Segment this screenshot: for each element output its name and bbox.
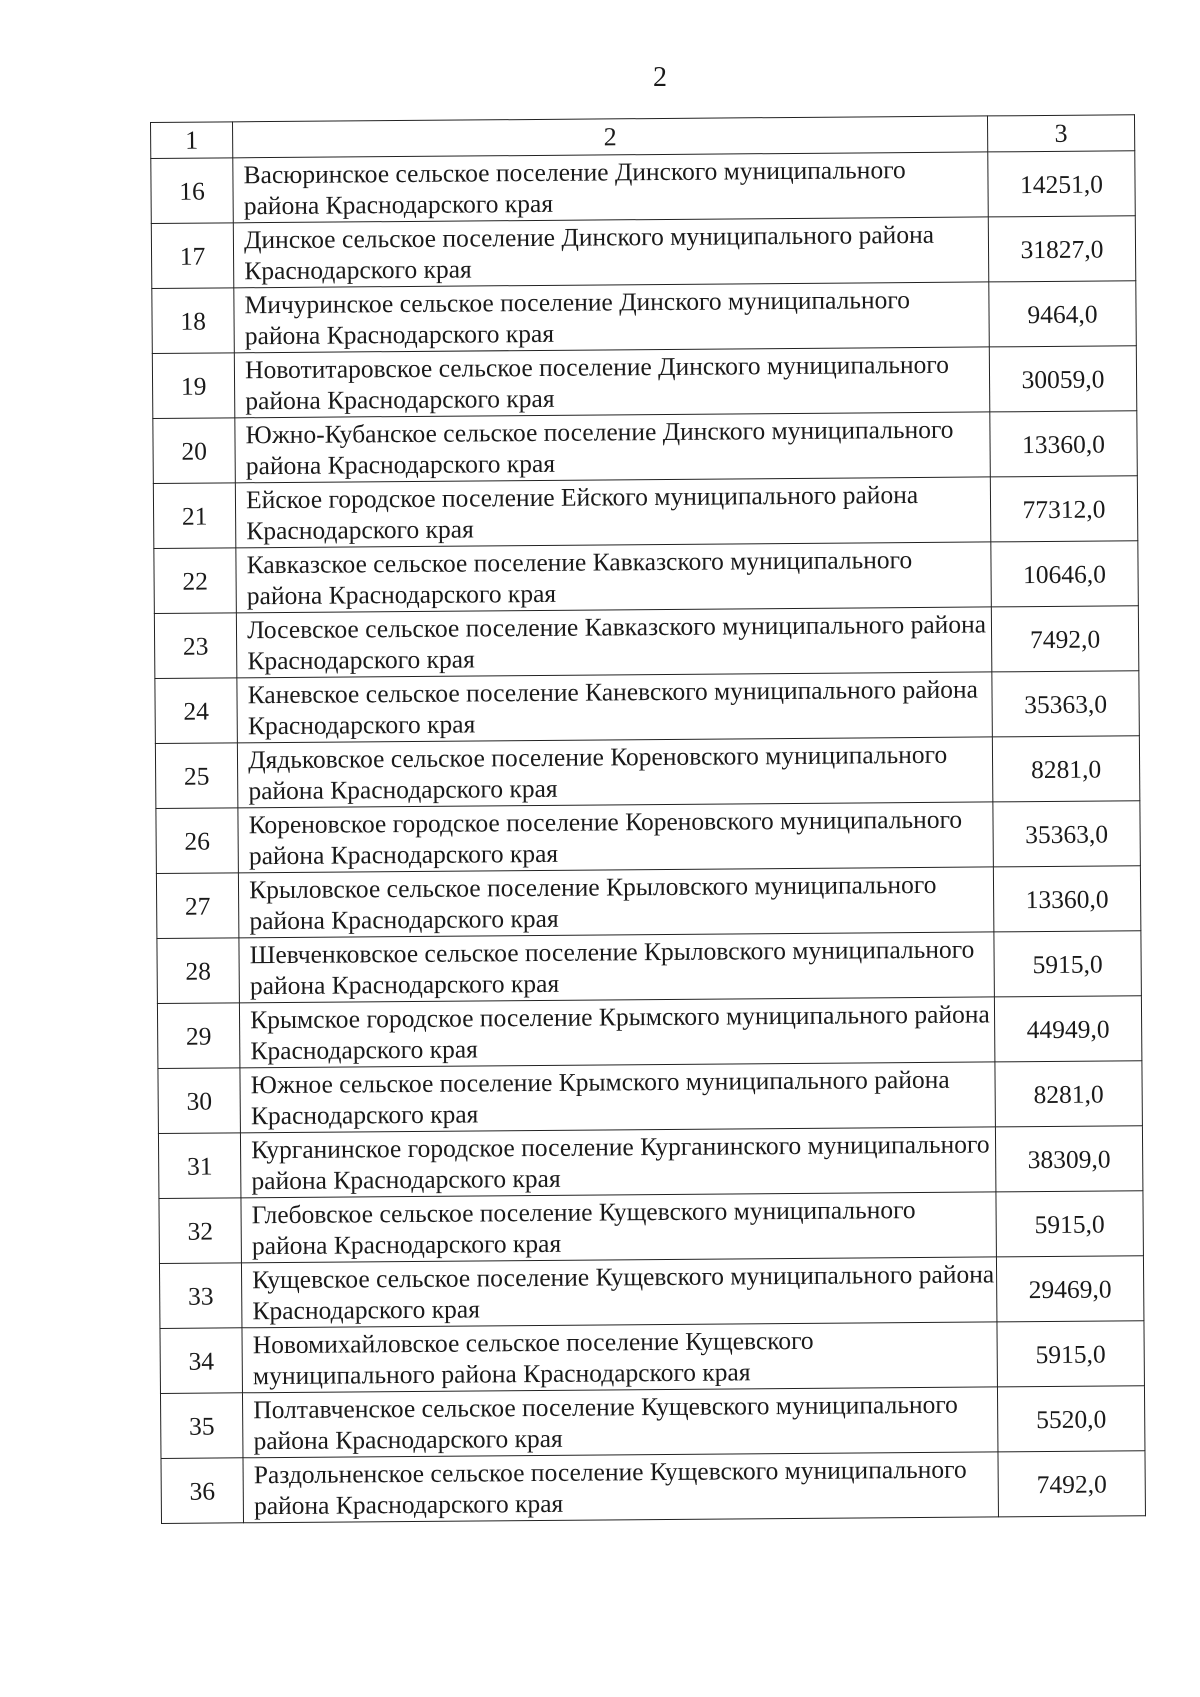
table-row	[157, 996, 1141, 1069]
row-number: 20	[153, 418, 236, 484]
table-row	[152, 281, 1136, 354]
amount-value: 5915,0	[996, 1191, 1144, 1257]
row-number: 17	[151, 223, 234, 289]
column-header-name: 2	[233, 116, 988, 158]
settlement-name: Южно-Кубанское сельское поселение Динского муниципального района Краснодарского края	[235, 412, 990, 483]
row-number: 31	[158, 1133, 241, 1199]
table-row	[157, 931, 1141, 1004]
row-number: 25	[155, 743, 238, 809]
settlement-name: Мичуринское сельское поселение Динского муниципального района Краснодарского края	[234, 282, 989, 353]
amount-value: 7492,0	[998, 1451, 1146, 1517]
settlement-name: Кущевское сельское поселение Кущевского муниципального района Краснодарского края	[242, 1257, 997, 1328]
row-number: 18	[152, 288, 235, 354]
settlement-name: Глебовское сельское поселение Кущевского муниципального района Краснодарского края	[241, 1192, 996, 1263]
amount-value: 10646,0	[991, 541, 1139, 607]
amount-value: 13360,0	[993, 866, 1141, 932]
row-number: 23	[154, 613, 237, 679]
settlement-name: Кавказское сельское поселение Кавказского муниципального района Краснодарского края	[236, 542, 991, 613]
row-number: 19	[152, 353, 235, 419]
row-number: 33	[159, 1263, 242, 1329]
amount-value: 5915,0	[997, 1321, 1145, 1387]
settlement-name: Шевченковское сельское поселение Крыловского муниципального района Краснодарского края	[239, 932, 994, 1003]
row-number: 16	[151, 158, 234, 224]
settlement-name: Раздольненское сельское поселение Кущевского муниципального района Краснодарского края	[243, 1452, 998, 1523]
amount-value: 35363,0	[992, 671, 1140, 737]
page-number: 2	[653, 62, 667, 93]
table-row	[151, 216, 1135, 289]
table-row	[155, 671, 1139, 744]
table-row	[158, 1126, 1142, 1199]
row-number: 27	[156, 873, 239, 939]
settlement-name: Ейское городское поселение Ейского муниципального района Краснодарского края	[235, 477, 990, 548]
amount-value: 9464,0	[989, 281, 1137, 347]
table-row	[159, 1256, 1143, 1329]
settlement-name: Южное сельское поселение Крымского муниципального района Краснодарского края	[240, 1062, 995, 1133]
row-number: 32	[159, 1198, 242, 1264]
row-number: 36	[161, 1458, 244, 1524]
settlement-name: Курганинское городское поселение Курганинского муниципального района Краснодарского края	[241, 1127, 996, 1198]
row-number: 29	[157, 1003, 240, 1069]
settlement-name: Полтавченское сельское поселение Кущевского муниципального района Краснодарского края	[243, 1387, 998, 1458]
table-row	[153, 411, 1137, 484]
table-row	[160, 1321, 1144, 1394]
settlement-name: Васюринское сельское поселение Динского муниципального района Краснодарского края	[233, 152, 988, 223]
table-row	[154, 606, 1138, 679]
amount-value: 5915,0	[994, 931, 1142, 997]
amount-value: 31827,0	[988, 216, 1136, 282]
row-number: 24	[155, 678, 238, 744]
row-number: 28	[157, 938, 240, 1004]
settlement-name: Дядьковское сельское поселение Кореновского муниципального района Краснодарского края	[238, 737, 993, 808]
row-number: 22	[154, 548, 237, 614]
table-row	[155, 736, 1139, 809]
settlement-name: Лосевское сельское поселение Кавказского муниципального района Краснодарского края	[236, 607, 991, 678]
amount-value: 77312,0	[990, 476, 1138, 542]
table-row	[160, 1386, 1144, 1459]
table-row	[156, 866, 1140, 939]
table-row	[159, 1191, 1143, 1264]
table-row	[154, 541, 1138, 614]
settlement-name: Новомихайловское сельское поселение Кущевского муниципального района Краснодарского края	[242, 1322, 997, 1393]
table-row	[161, 1451, 1145, 1524]
row-number: 35	[160, 1393, 243, 1459]
row-number: 34	[160, 1328, 243, 1394]
amount-value: 30059,0	[989, 346, 1137, 412]
settlement-name: Каневское сельское поселение Каневского муниципального района Краснодарского края	[237, 672, 992, 743]
amount-value: 14251,0	[988, 151, 1136, 217]
table-row	[156, 801, 1140, 874]
table-body	[151, 151, 1146, 1524]
column-header-number: 1	[151, 122, 233, 159]
table-row	[158, 1061, 1142, 1134]
table-row	[153, 476, 1137, 549]
column-header-value: 3	[987, 115, 1134, 152]
settlement-name: Новотитаровское сельское поселение Динского муниципального района Краснодарского края	[234, 347, 989, 418]
settlement-name: Кореновское городское поселение Кореновского муниципального района Краснодарского края	[238, 802, 993, 873]
amount-value: 8281,0	[995, 1061, 1143, 1127]
amount-value: 5520,0	[997, 1386, 1145, 1452]
amount-value: 44949,0	[994, 996, 1142, 1062]
amount-value: 8281,0	[992, 736, 1140, 802]
table-row	[152, 346, 1136, 419]
settlement-name: Крымское городское поселение Крымского муниципального района Краснодарского края	[240, 997, 995, 1068]
settlement-name: Динское сельское поселение Динского муниципального района Краснодарского края	[233, 217, 988, 288]
row-number: 26	[156, 808, 239, 874]
row-number: 21	[153, 483, 236, 549]
amount-value: 13360,0	[990, 411, 1138, 477]
amount-value: 38309,0	[995, 1126, 1143, 1192]
row-number: 30	[158, 1068, 241, 1134]
amount-value: 7492,0	[991, 606, 1139, 672]
amount-value: 35363,0	[993, 801, 1141, 867]
table-row	[151, 151, 1135, 224]
settlement-name: Крыловское сельское поселение Крыловского муниципального района Краснодарского края	[239, 867, 994, 938]
amount-value: 29469,0	[996, 1256, 1144, 1322]
settlements-table	[150, 114, 1146, 1524]
